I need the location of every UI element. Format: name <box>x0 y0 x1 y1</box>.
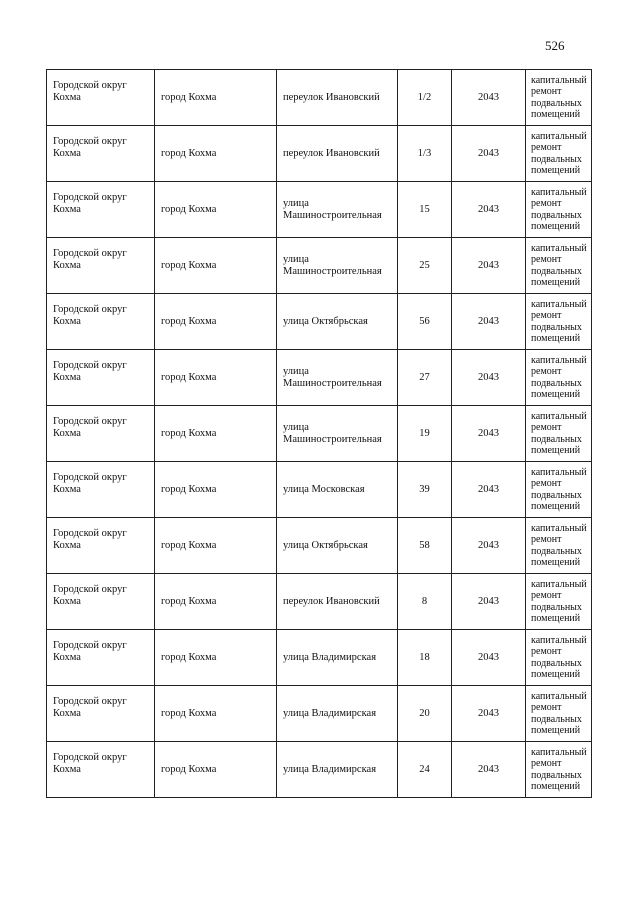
settlement-cell: город Кохма <box>155 574 277 630</box>
house-number-cell: 18 <box>398 630 452 686</box>
house-number-cell: 24 <box>398 742 452 798</box>
settlement-cell: город Кохма <box>155 406 277 462</box>
work-type-cell: капитальный ремонт подвальных помещений <box>526 182 592 238</box>
house-number-cell: 25 <box>398 238 452 294</box>
street-cell: улица Машиностроительная <box>277 350 398 406</box>
table-row <box>47 294 592 350</box>
table-row <box>47 630 592 686</box>
work-type-cell: капитальный ремонт подвальных помещений <box>526 238 592 294</box>
work-type-cell: капитальный ремонт подвальных помещений <box>526 70 592 126</box>
municipality-cell <box>47 462 155 518</box>
table-row <box>47 238 592 294</box>
municipality-cell <box>47 126 155 182</box>
settlement-cell: город Кохма <box>155 742 277 798</box>
settlement-cell: город Кохма <box>155 182 277 238</box>
work-type-cell: капитальный ремонт подвальных помещений <box>526 686 592 742</box>
street-cell: улица Московская <box>277 462 398 518</box>
settlement-cell: город Кохма <box>155 686 277 742</box>
year-cell: 2043 <box>452 686 526 742</box>
year-cell: 2043 <box>452 462 526 518</box>
settlement-cell: город Кохма <box>155 294 277 350</box>
street-cell: улица Машиностроительная <box>277 238 398 294</box>
table-row <box>47 574 592 630</box>
house-number-cell: 56 <box>398 294 452 350</box>
year-cell: 2043 <box>452 182 526 238</box>
work-type-cell: капитальный ремонт подвальных помещений <box>526 126 592 182</box>
municipality-cell <box>47 238 155 294</box>
house-number-cell: 1/3 <box>398 126 452 182</box>
settlement-cell: город Кохма <box>155 70 277 126</box>
table-row <box>47 518 592 574</box>
year-cell: 2043 <box>452 518 526 574</box>
work-type-cell: капитальный ремонт подвальных помещений <box>526 630 592 686</box>
year-cell: 2043 <box>452 294 526 350</box>
year-cell: 2043 <box>452 406 526 462</box>
municipality-cell <box>47 406 155 462</box>
street-cell: улица Владимирская <box>277 742 398 798</box>
house-number-cell: 1/2 <box>398 70 452 126</box>
table-row <box>47 126 592 182</box>
work-type-cell: капитальный ремонт подвальных помещений <box>526 462 592 518</box>
municipality-text: Городской округ Кохма <box>53 191 127 215</box>
street-cell: улица Машиностроительная <box>277 182 398 238</box>
year-cell: 2043 <box>452 238 526 294</box>
settlement-cell: город Кохма <box>155 350 277 406</box>
municipality-text: Городской округ Кохма <box>53 751 127 775</box>
municipality-cell <box>47 574 155 630</box>
municipality-cell <box>47 70 155 126</box>
house-number-cell: 58 <box>398 518 452 574</box>
year-cell: 2043 <box>452 126 526 182</box>
municipality-text: Городской округ Кохма <box>53 135 127 159</box>
table-row <box>47 462 592 518</box>
page-number: 526 <box>545 38 565 53</box>
municipality-cell <box>47 742 155 798</box>
municipality-text: Городской округ Кохма <box>53 527 127 551</box>
house-number-cell: 15 <box>398 182 452 238</box>
house-number-cell: 39 <box>398 462 452 518</box>
work-type-cell: капитальный ремонт подвальных помещений <box>526 742 592 798</box>
municipality-text: Городской округ Кохма <box>53 247 127 271</box>
municipality-cell <box>47 686 155 742</box>
house-number-cell: 27 <box>398 350 452 406</box>
street-cell: переулок Ивановский <box>277 574 398 630</box>
street-cell: переулок Ивановский <box>277 70 398 126</box>
settlement-cell: город Кохма <box>155 462 277 518</box>
year-cell: 2043 <box>452 70 526 126</box>
municipality-cell <box>47 294 155 350</box>
year-cell: 2043 <box>452 630 526 686</box>
year-cell: 2043 <box>452 742 526 798</box>
work-type-cell: капитальный ремонт подвальных помещений <box>526 518 592 574</box>
street-cell: улица Машиностроительная <box>277 406 398 462</box>
municipality-cell <box>47 518 155 574</box>
municipality-text: Городской округ Кохма <box>53 639 127 663</box>
work-type-cell: капитальный ремонт подвальных помещений <box>526 406 592 462</box>
street-cell: улица Владимирская <box>277 686 398 742</box>
work-type-cell: капитальный ремонт подвальных помещений <box>526 574 592 630</box>
table-row <box>47 182 592 238</box>
municipality-text: Городской округ Кохма <box>53 695 127 719</box>
municipality-text: Городской округ Кохма <box>53 303 127 327</box>
municipality-cell <box>47 630 155 686</box>
settlement-cell: город Кохма <box>155 630 277 686</box>
house-number-cell: 8 <box>398 574 452 630</box>
municipality-cell <box>47 350 155 406</box>
settlement-cell: город Кохма <box>155 518 277 574</box>
repair-schedule-table <box>46 69 592 798</box>
municipality-text: Городской округ Кохма <box>53 415 127 439</box>
municipality-text: Городской округ Кохма <box>53 583 127 607</box>
street-cell: улица Владимирская <box>277 630 398 686</box>
municipality-text: Городской округ Кохма <box>53 471 127 495</box>
table-row <box>47 406 592 462</box>
table-row <box>47 70 592 126</box>
settlement-cell: город Кохма <box>155 126 277 182</box>
house-number-cell: 20 <box>398 686 452 742</box>
street-cell: улица Октябрьская <box>277 518 398 574</box>
table-body <box>47 70 592 798</box>
table-row <box>47 686 592 742</box>
municipality-text: Городской округ Кохма <box>53 359 127 383</box>
street-cell: переулок Ивановский <box>277 126 398 182</box>
work-type-cell: капитальный ремонт подвальных помещений <box>526 350 592 406</box>
work-type-cell: капитальный ремонт подвальных помещений <box>526 294 592 350</box>
house-number-cell: 19 <box>398 406 452 462</box>
year-cell: 2043 <box>452 574 526 630</box>
municipality-cell <box>47 182 155 238</box>
table-row <box>47 742 592 798</box>
street-cell: улица Октябрьская <box>277 294 398 350</box>
municipality-text: Городской округ Кохма <box>53 79 127 103</box>
table-row <box>47 350 592 406</box>
settlement-cell: город Кохма <box>155 238 277 294</box>
year-cell: 2043 <box>452 350 526 406</box>
